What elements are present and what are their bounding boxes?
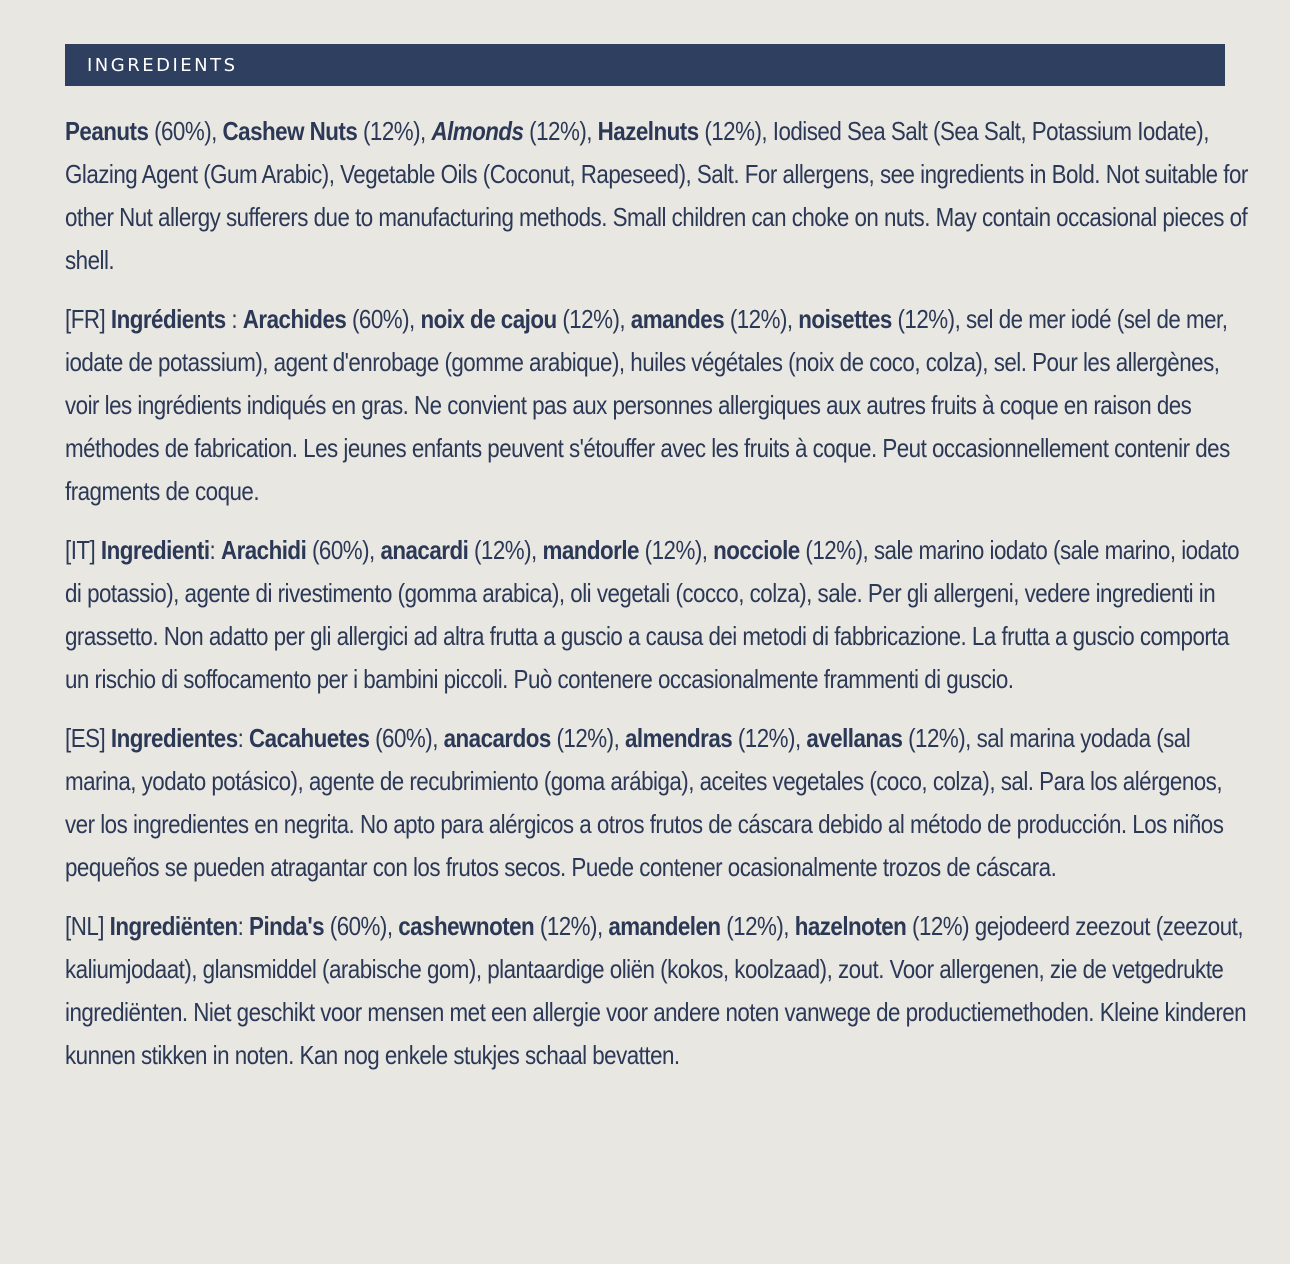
ingredient-text: (12%), — [523, 116, 598, 146]
bold-allergen-text: amandelen — [608, 911, 721, 941]
bold-allergen-text: Arachidi — [220, 535, 307, 565]
bold-allergen-text: Peanuts — [65, 116, 149, 146]
ingredients-content — [65, 110, 1250, 1093]
bold-allergen-text: hazelnoten — [794, 911, 907, 941]
ingredient-text: (60%), — [369, 723, 444, 753]
bold-allergen-text: amandes — [630, 304, 725, 334]
ingredient-text: (60%), — [324, 911, 399, 941]
bold-allergen-text: Ingrediënten — [109, 911, 238, 941]
ingredient-text: : — [237, 911, 250, 941]
ingredient-text: [NL] — [65, 911, 110, 941]
ingredient-text: [FR] — [65, 304, 111, 334]
ingredient-text: (12%), — [732, 723, 807, 753]
ingredient-text: : — [237, 723, 250, 753]
bold-allergen-text: Ingredienti — [100, 535, 210, 565]
bold-allergen-text: avellanas — [806, 723, 903, 753]
bold-allergen-text: Cashew Nuts — [222, 116, 358, 146]
bold-allergen-text: Pinda's — [249, 911, 325, 941]
ingredient-text: (12%), Iodised Sea Salt (Sea Salt, Potassium Iodate), Glazing Agent (Gum Arabic), Vegetable Oils (Coconut, Rapeseed), Salt. For allergens, see ingredients in Bold. Not suitable for other Nut allergy sufferers due to manufacturing methods. Small children can choke on nuts. May contain occasional pieces of shell. — [65, 116, 1248, 275]
ingredients-paragraph-es — [65, 717, 1250, 889]
bold-allergen-text: mandorle — [542, 535, 639, 565]
ingredient-text: (12%), — [724, 304, 799, 334]
ingredient-text: (12%) gejodeerd zeezout (zeezout, kaliumjodaat), glansmiddel (arabische gom), plantaardige oliën (kokos, koolzaad), zout. Voor allergenen, zie de vetgedrukte ingrediënten. Niet geschikt voor mensen met een allergie voor andere noten vanwege de productiemethoden. Kleine kinderen kunnen stikken in noten. Kan nog enkele stukjes schaal bevatten. — [65, 911, 1247, 1070]
ingredients-title: INGREDIENTS — [87, 54, 238, 76]
bold-allergen-text — [431, 116, 523, 146]
ingredient-text: (12%), — [550, 723, 625, 753]
bold-allergen-text: Hazelnuts — [597, 116, 699, 146]
ingredients-paragraph-it — [65, 529, 1250, 701]
bold-allergen-text: almendras — [624, 723, 733, 753]
ingredient-text: (12%), — [556, 304, 631, 334]
bold-allergen-text: cashewnoten — [398, 911, 535, 941]
bold-italic-allergen-text: Almonds — [431, 116, 524, 146]
ingredients-paragraph-fr — [65, 298, 1250, 513]
bold-allergen-text: Cacahuetes — [249, 723, 370, 753]
ingredient-text: (12%), sel de mer iodé (sel de mer, iodate de potassium), agent d'enrobage (gomme arabique), huiles végétales (noix de coco, colza), sel. Pour les allergènes, voir les ingrédients indiqués en gras. Ne convient pas aux personnes allergiques aux autres fruits à coque en raison des méthodes de fabrication. Les jeunes enfants peuvent s'étouffer avec les fruits à coque. Peut occasionnellement contenir des fragments de coque. — [65, 304, 1230, 506]
ingredient-text: (60%), — [306, 535, 381, 565]
ingredient-text: [IT] — [65, 535, 101, 565]
ingredient-text: (12%), — [357, 116, 432, 146]
bold-allergen-text: noisettes — [798, 304, 892, 334]
ingredients-paragraph-nl — [65, 905, 1250, 1077]
bold-allergen-text: Ingredientes — [110, 723, 238, 753]
ingredient-text: (12%), — [534, 911, 609, 941]
bold-allergen-text: Ingrédients — [110, 304, 226, 334]
ingredient-text: : — [209, 535, 221, 565]
bold-allergen-text: anacardos — [443, 723, 551, 753]
bold-allergen-text: anacardi — [380, 535, 469, 565]
ingredient-text: (60%), — [346, 304, 421, 334]
ingredients-header-bar — [65, 44, 1225, 86]
ingredient-text: (12%), sale marino iodato (sale marino, iodato di potassio), agente di rivestimento (gomma arabica), oli vegetali (cocco, colza), sale. Per gli allergeni, vedere ingredienti in grassetto. Non adatto per gli allergici ad altra frutta a guscio a causa dei metodi di fabbricazione. La frutta a guscio comporta un rischio di soffocamento per i bambini piccoli. Può contenere occasionalmente frammenti di guscio. — [65, 535, 1240, 694]
ingredient-text: (12%), — [468, 535, 543, 565]
bold-allergen-text: nocciole — [713, 535, 800, 565]
bold-allergen-text: Arachides — [242, 304, 347, 334]
bold-allergen-text: noix de cajou — [420, 304, 557, 334]
ingredient-text: (12%), sal marina yodada (sal marina, yodato potásico), agente de recubrimiento (goma arábiga), aceites vegetales (coco, colza), sal. Para los alérgenos, ver los ingredientes en negrita. No apto para alérgicos a otros frutos de cáscara debido al método de producción. Los niños pequeños se pueden atragantar con los frutos secos. Puede contener ocasionalmente trozos de cáscara. — [65, 723, 1224, 882]
ingredients-paragraph-en — [65, 110, 1250, 282]
ingredient-text: (12%), — [720, 911, 795, 941]
ingredient-text: (60%), — [148, 116, 223, 146]
ingredient-text: : — [225, 304, 243, 334]
ingredient-text: (12%), — [638, 535, 714, 565]
ingredient-text: [ES] — [65, 723, 111, 753]
